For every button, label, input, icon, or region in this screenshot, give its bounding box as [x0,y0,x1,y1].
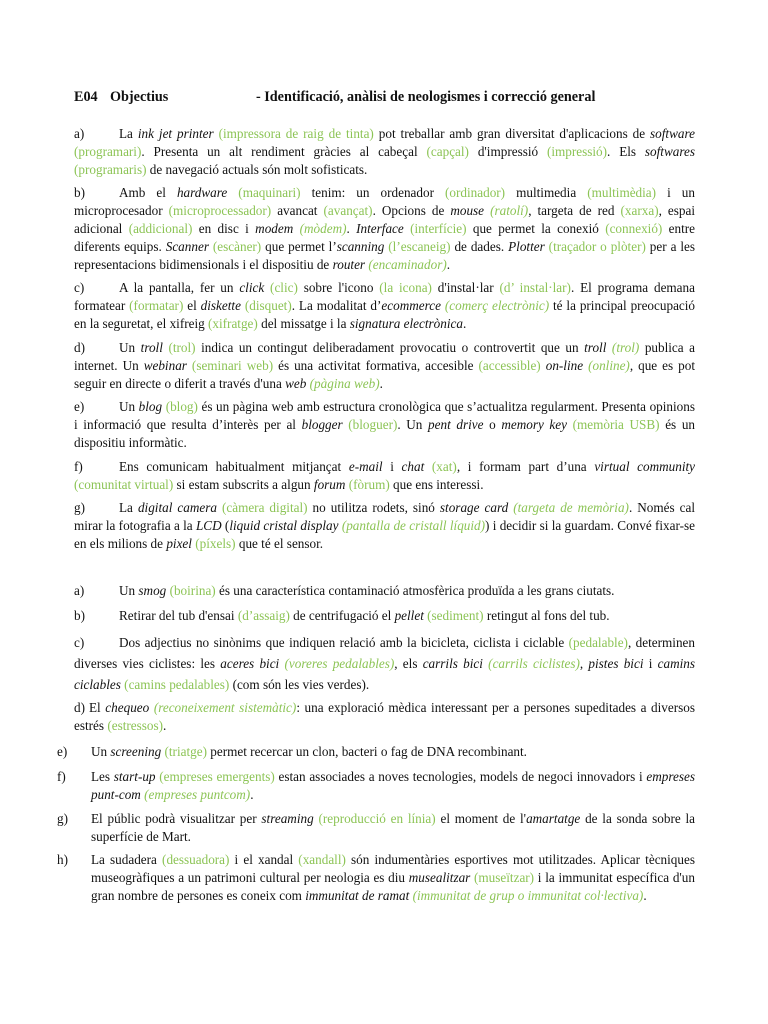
term-run: chat [401,459,425,474]
term-run: pistes bici [588,656,644,671]
text-run: (com són les vies verdes). [229,677,370,692]
text-run: : una exploració mèdica interessant per a persones supeditades a diversos estrés [74,700,696,733]
item-label: g) [57,811,68,826]
term-run: on-line [545,358,584,373]
text-run: avancat [271,203,324,218]
term-run: mouse [450,203,485,218]
correction-run: (multimèdia) [587,185,657,200]
text-run: La [119,500,138,515]
text-run: és un dispositiu informàtic. [74,417,696,450]
text-run: , [579,656,589,671]
correction-run: (trol) [611,340,640,355]
correction-run: (xarxa) [620,203,659,218]
text-run: . [462,316,467,331]
term-run: Interface [356,221,404,236]
correction-run: (l’escaneig) [388,239,451,254]
item-label: d) [74,700,85,715]
term-run: router [332,257,366,272]
text-run: d'instal·lar [431,280,500,295]
item-label: a) [74,126,85,141]
correction-run: (sediment) [427,608,484,623]
text-run: , que es pot seguir en directe o diferit a través d'una [74,358,695,391]
text-run: , espai adicional [74,203,696,236]
correction-run: (reproducció en línia) [318,811,436,826]
correction-run: (pedalable) [568,635,628,650]
text-run: Un [119,340,141,355]
text-run: que permet la conexió [466,221,606,236]
correction-run: (encaminador) [368,257,447,272]
item-label: c) [74,635,85,650]
term-run: carrils bici [422,656,483,671]
term-run: Plotter [508,239,545,254]
section2-item-c [74,632,695,695]
section1-item-c [74,279,695,333]
term-run: pent drive [428,417,484,432]
correction-run: (mòdem) [299,221,347,236]
term-run: amartatge [526,811,581,826]
correction-run: (formatar) [129,298,184,313]
text-run: Amb el [119,185,177,200]
section2-item-a [74,582,695,600]
term-run: start-up [113,769,156,784]
section2-item-d [74,699,695,735]
term-run: streaming [261,811,314,826]
text-run: indica un contingut deliberadament provocatiu o controvertit que un [195,340,585,355]
correction-run: (clic) [270,280,298,295]
correction-run: (capçal) [426,144,469,159]
term-run: screening [110,744,162,759]
text-run: Un [119,399,139,414]
text-run: Dos adjectius no sinònims que indiquen relació amb la bicicleta, ciclista i ciclable [119,635,569,650]
text-run: i la immunitat específica d'un gran nombre de persones es coneix com [91,870,695,903]
text-run: ) i decidir si la guardam. Convé fixar-se en els milions de [74,518,696,551]
correction-run: (dessuadora) [162,852,230,867]
correction-run: (càmera digital) [221,500,308,515]
text-run: . Només cal mirar la fotografia a la [74,500,696,533]
text-run: el moment de l' [435,811,527,826]
text-run: La [119,126,138,141]
correction-run: (addicional) [128,221,193,236]
term-run: ecommerce [381,298,441,313]
text-run: és una activitat formativa, accesible [273,358,479,373]
correction-run: (pantalla de cristall líquid) [341,518,486,533]
term-run: smog [138,583,167,598]
item-label: b) [74,185,85,200]
correction-run: (museïtzar) [474,870,535,885]
term-run: Scanner [165,239,209,254]
section1-item-b [74,184,695,274]
term-run: web [285,376,307,391]
section1-item-e [74,398,695,452]
text-run: . El programa demana formatear [74,280,695,313]
term-run: pellet [394,608,424,623]
text-run: , determinen diverses vies ciclistes: les [74,635,695,671]
text-run: . Presenta un alt rendiment gràcies al cabeçal [141,144,427,159]
term-run: scanning [336,239,385,254]
item-label: b) [74,608,85,623]
text-run: Ens comunicam habitualment mitjançat [119,459,349,474]
correction-run: (trol) [168,340,196,355]
correction-run: (interfície) [410,221,467,236]
section1-item-f [74,458,695,494]
correction-run: (xifratge) [208,316,258,331]
correction-run: (fòrum) [348,477,390,492]
item-label: g) [74,500,85,515]
text-run: que ens interessi. [389,477,484,492]
exercise-code: E04 [74,89,98,105]
correction-run: (comunitat virtual) [74,477,174,492]
section2-item-e [57,743,695,761]
text-run: El [89,700,106,715]
item-label: h) [57,852,68,867]
term-run: diskette [200,298,241,313]
correction-run: (impressió) [546,144,608,159]
correction-run: (comerç electrònic) [444,298,550,313]
text-run: . [379,376,383,391]
text-run: . [643,888,647,903]
text-run: tenim: un ordenador [300,185,446,200]
text-run: estan associades a noves tecnologies, models de negoci innovadors i [274,769,647,784]
text-run: . Els [607,144,645,159]
text-run: en disc i [192,221,256,236]
correction-run: (disquet) [244,298,292,313]
correction-run: (voreres pedalables) [284,656,395,671]
text-run: . Un [397,417,429,432]
correction-run: (maquinari) [238,185,301,200]
item-label: c) [74,280,85,295]
text-run: , i formam part d’una [456,459,595,474]
text-run: de la sonda sobre la superfície de Mart. [91,811,696,844]
correction-run: (memòria USB) [572,417,660,432]
correction-run: (boirina) [169,583,216,598]
term-run: chequeo [105,700,150,715]
term-run: ink jet printer [137,126,214,141]
term-run: troll [140,340,163,355]
term-run: storage card [439,500,509,515]
item-label: d) [74,340,85,355]
section1-item-d [74,339,695,393]
text-run: , targeta de red [528,203,621,218]
term-run: software [650,126,695,141]
item-label: a) [74,583,85,598]
text-run: Un [91,744,111,759]
correction-run: (triatge) [164,744,207,759]
text-run: . [250,787,254,802]
correction-run: (empreses emergents) [159,769,275,784]
text-run: . [346,221,357,236]
text-run: de dades. [450,239,509,254]
term-run: pixel [166,536,192,551]
text-run: per a les representacions bidimensionals i el dispositiu de [74,239,696,272]
text-run: . [446,257,451,272]
text-run: són indumentàries esportives mot utilitzades. Aplicar tècniques museogràfiques a un patrimoni cultural per neologia es diu [91,852,695,885]
text-run: de centrifugació el [289,608,395,623]
correction-run: (traçador o plòter) [548,239,646,254]
term-run: forum [313,477,346,492]
term-run: musealitzar [408,870,471,885]
correction-run: (d’ instal·lar) [499,280,571,295]
section1-item-a [74,125,695,179]
text-run: Un [119,583,139,598]
term-run: immunitat de ramat [305,888,410,903]
page-title [74,88,694,106]
correction-run: (pàgina web) [309,376,380,391]
text-run: publica a internet. Un [74,340,696,373]
text-run: pot treballar amb gran diversitat d'aplicacions de [373,126,651,141]
text-run: permet recercar un clon, bacteri o fag de DNA recombinant. [206,744,527,759]
text-run: el [183,298,201,313]
text-run: que té el sensor. [235,536,324,551]
correction-run: (ordinador) [445,185,506,200]
correction-run: (la icona) [379,280,432,295]
text-run: entre diferents equips. [74,221,696,254]
term-run: modem [255,221,294,236]
term-run: signatura electrònica [349,316,463,331]
text-run: Les [91,769,114,784]
term-run: blogger [301,417,343,432]
text-run: és una característica contaminació atmosfèrica produïda a les grans ciutats. [215,583,615,598]
section1-item-g [74,499,695,553]
section2-item-b [74,607,695,625]
section2-item-g [57,810,696,846]
term-run: webinar [143,358,187,373]
term-run: troll [584,340,607,355]
term-run: aceres bici [220,656,280,671]
correction-run: (accessible) [478,358,541,373]
correction-run: (impressora de raig de tinta) [218,126,374,141]
correction-run: (online) [588,358,630,373]
correction-run: (ratolí) [490,203,529,218]
text-run: d'impressió [468,144,547,159]
text-run: sobre l'icono [297,280,380,295]
correction-run: (targeta de memòria) [513,500,629,515]
term-run: liquid cristal display [229,518,339,533]
item-label: f) [74,459,83,474]
text-run: Retirar del tub d'ensai [119,608,238,623]
text-run: i el xandal [229,852,299,867]
text-run: El públic podrà visualitzar per [91,811,262,826]
text-run: si estam subscrits a algun [173,477,314,492]
text-run: . [163,718,167,733]
section2-item-f [57,768,696,804]
text-run: del missatge i la [257,316,350,331]
correction-run: (avançat) [323,203,373,218]
correction-run: (xandall) [298,852,346,867]
text-run: multimedia [505,185,588,200]
text-run: i [643,656,658,671]
correction-run: (d’assaig) [237,608,290,623]
term-run: softwares [644,144,695,159]
correction-run: (blog) [165,399,198,414]
correction-run: (programari) [74,144,142,159]
correction-run: (estressos) [107,718,163,733]
correction-run: (bloguer) [348,417,398,432]
text-run: que permet l’ [261,239,337,254]
term-run: hardware [176,185,228,200]
item-label: e) [74,399,85,414]
item-label: e) [57,744,68,759]
item-label: f) [57,769,66,784]
term-run: e-mail [348,459,383,474]
objectives-label: Objectius [110,89,169,105]
correction-run: (seminari web) [191,358,274,373]
term-run: memory key [501,417,567,432]
correction-run: (reconeixement sistemàtic) [153,700,297,715]
correction-run: (carrils ciclistes) [488,656,580,671]
correction-run: (microprocessador) [168,203,272,218]
text-run [424,459,432,474]
text-run: no utilitza rodets, sinó [307,500,440,515]
correction-run: (connexió) [605,221,663,236]
text-run: . La modalitat d’ [291,298,382,313]
term-run: empreses punt-com [91,769,696,802]
text-run: A la pantalla, fer un [119,280,240,295]
text-run: . Opcions de [372,203,451,218]
title-subtitle: - Identificació, anàlisi de neologismes i correcció general [256,89,596,105]
correction-run: (programaris) [74,162,147,177]
text-run: La sudadera [91,852,163,867]
text-run: , els [394,656,423,671]
correction-run: (píxels) [195,536,236,551]
term-run: camins ciclables [74,656,696,692]
text-run: i [382,459,402,474]
text-run: o [483,417,502,432]
text-run: retingut al fons del tub. [483,608,610,623]
correction-run: (camins pedalables) [124,677,230,692]
text-run [227,185,238,200]
term-run: virtual community [594,459,696,474]
term-run: click [239,280,265,295]
text-run: i un microprocesador [74,185,695,218]
term-run: digital camera [137,500,217,515]
term-run: LCD [195,518,222,533]
text-run: de navegació actuals són molt sofisticats. [146,162,368,177]
correction-run: (escàner) [212,239,262,254]
correction-run: (empreses puntcom) [144,787,251,802]
term-run: blog [138,399,163,414]
section2-item-h [57,851,695,905]
text-run: és un pàgina web amb estructura cronològica que s’actualitza regularment. Presenta opinions i informació que resulta d’interès per al [74,399,695,432]
correction-run: (xat) [431,459,457,474]
correction-run: (immunitat de grup o immunitat col·lectiva) [412,888,644,903]
text-run: ( [221,518,230,533]
text-run: té la principal preocupació en la seguretat, el xifreig [74,298,696,331]
